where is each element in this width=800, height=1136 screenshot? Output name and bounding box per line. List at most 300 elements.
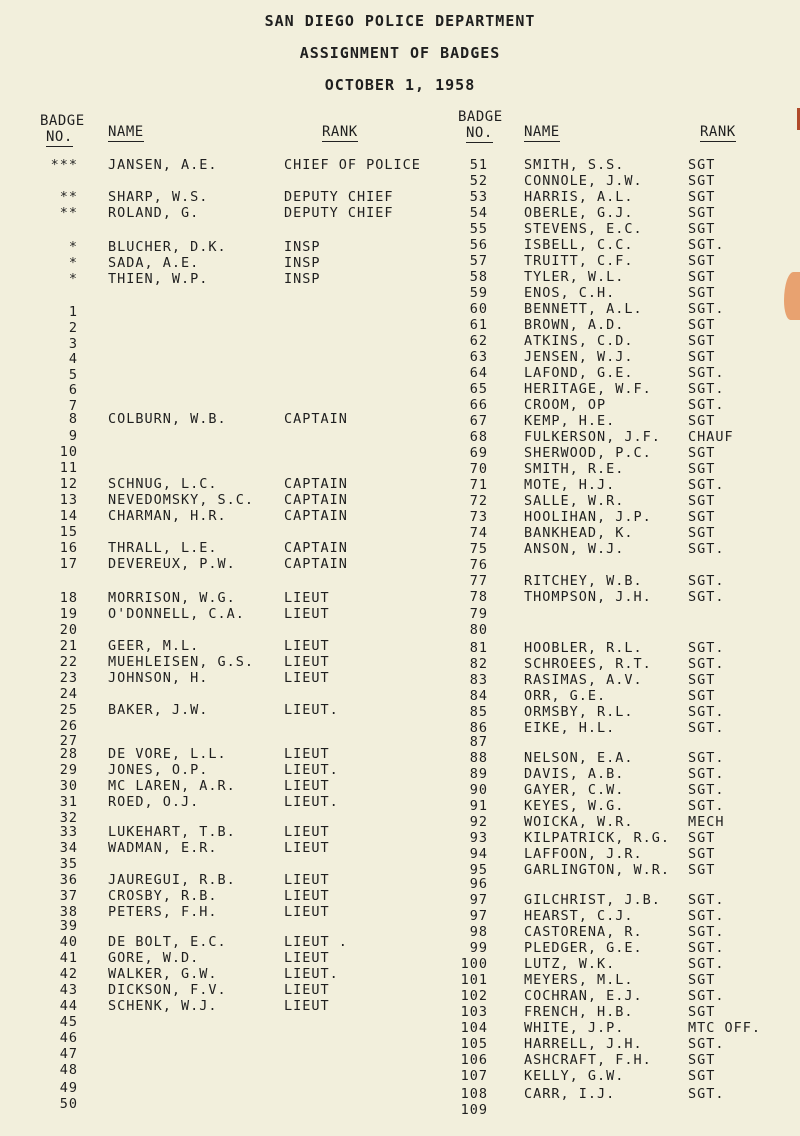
badge-number: 71 — [469, 477, 488, 493]
officer-rank: LIEUT — [284, 824, 330, 840]
officer-rank: CHIEF OF POLICE — [284, 157, 421, 173]
officer-name: BLUCHER, D.K. — [108, 239, 227, 255]
officer-name: ASHCRAFT, F.H. — [524, 1052, 652, 1068]
badge-number: 53 — [469, 189, 488, 205]
badge-number: 24 — [59, 686, 78, 702]
officer-name: WALKER, G.W. — [108, 966, 218, 982]
officer-rank: SGT — [688, 317, 716, 333]
officer-name: JONES, O.P. — [108, 762, 209, 778]
officer-name: O'DONNELL, C.A. — [108, 606, 245, 622]
officer-rank: LIEUT — [284, 778, 330, 794]
badge-number: 15 — [59, 524, 78, 540]
officer-name: CARR, I.J. — [524, 1086, 616, 1102]
badge-number: 7 — [68, 398, 78, 414]
left-badge-header-label: NO. — [46, 129, 73, 145]
right-name-header-label: NAME — [524, 124, 560, 140]
officer-name: SADA, A.E. — [108, 255, 200, 271]
left-rank-header — [322, 124, 358, 140]
officer-rank: CAPTAIN — [284, 411, 348, 427]
badge-number: 75 — [469, 541, 488, 557]
officer-name: SCHNUG, L.C. — [108, 476, 218, 492]
officer-name: DE VORE, L.L. — [108, 746, 227, 762]
badge-number: 102 — [460, 988, 488, 1004]
officer-name: OBERLE, G.J. — [524, 205, 634, 221]
officer-name: ROED, O.J. — [108, 794, 200, 810]
officer-name: TRUITT, C.F. — [524, 253, 634, 269]
officer-rank: SGT. — [688, 956, 725, 972]
badge-number: 77 — [469, 573, 488, 589]
badge-number: 46 — [59, 1030, 78, 1046]
badge-number: 30 — [59, 778, 78, 794]
badge-number: 80 — [469, 622, 488, 638]
badge-number: 12 — [59, 476, 78, 492]
officer-name: SMITH, S.S. — [524, 157, 625, 173]
officer-name: RITCHEY, W.B. — [524, 573, 643, 589]
department-title: SAN DIEGO POLICE DEPARTMENT — [264, 12, 536, 30]
officer-name: KELLY, G.W. — [524, 1068, 625, 1084]
officer-name: LUTZ, W.K. — [524, 956, 616, 972]
badge-number: 105 — [460, 1036, 488, 1052]
officer-name: LUKEHART, T.B. — [108, 824, 236, 840]
left-rank-header-label: RANK — [322, 124, 358, 140]
officer-name: ENOS, C.H. — [524, 285, 616, 301]
officer-name: HEARST, C.J. — [524, 908, 634, 924]
badge-number: 48 — [59, 1062, 78, 1078]
officer-name: THIEN, W.P. — [108, 271, 209, 287]
badge-number: 32 — [59, 810, 78, 826]
officer-name: KILPATRICK, R.G. — [524, 830, 671, 846]
badge-number: 65 — [469, 381, 488, 397]
officer-name: CROSBY, R.B. — [108, 888, 218, 904]
officer-rank: SGT. — [688, 573, 725, 589]
badge-number: 40 — [59, 934, 78, 950]
officer-name: MC LAREN, A.R. — [108, 778, 236, 794]
left-name-header — [108, 124, 144, 140]
badge-number: * — [68, 239, 78, 255]
officer-name: ISBELL, C.C. — [524, 237, 634, 253]
officer-name: MEYERS, M.L. — [524, 972, 634, 988]
officer-name: PLEDGER, G.E. — [524, 940, 643, 956]
officer-name: LAFOND, G.E. — [524, 365, 634, 381]
badge-number: 4 — [68, 351, 78, 367]
officer-rank: SGT — [688, 173, 716, 189]
officer-rank: SGT. — [688, 940, 725, 956]
officer-rank: SGT — [688, 413, 716, 429]
officer-rank: CHAUF — [688, 429, 734, 445]
officer-rank: SGT — [688, 205, 716, 221]
officer-name: GARLINGTON, W.R. — [524, 862, 671, 878]
officer-rank: SGT — [688, 333, 716, 349]
badge-number: 96 — [469, 876, 488, 892]
badge-number: 101 — [460, 972, 488, 988]
officer-rank: SGT. — [688, 237, 725, 253]
officer-rank: CAPTAIN — [284, 508, 348, 524]
officer-rank: SGT. — [688, 988, 725, 1004]
badge-number: 26 — [59, 718, 78, 734]
officer-rank: LIEUT. — [284, 762, 339, 778]
badge-number: 27 — [59, 733, 78, 749]
officer-rank: CAPTAIN — [284, 492, 348, 508]
officer-rank: SGT. — [688, 1036, 725, 1052]
badge-number: 14 — [59, 508, 78, 524]
officer-name: NEVEDOMSKY, S.C. — [108, 492, 255, 508]
officer-rank: SGT. — [688, 397, 725, 413]
officer-rank: LIEUT — [284, 998, 330, 1014]
badge-number: 34 — [59, 840, 78, 856]
badge-number: 50 — [59, 1096, 78, 1112]
badge-number: 6 — [68, 382, 78, 398]
badge-number: 62 — [469, 333, 488, 349]
badge-number: 3 — [68, 336, 78, 352]
badge-number: 1 — [68, 304, 78, 320]
badge-number: 74 — [469, 525, 488, 541]
officer-name: DEVEREUX, P.W. — [108, 556, 236, 572]
officer-rank: LIEUT — [284, 982, 330, 998]
badge-number: 5 — [68, 367, 78, 383]
officer-rank: SGT — [688, 461, 716, 477]
badge-number: 89 — [469, 766, 488, 782]
badge-number: 83 — [469, 672, 488, 688]
document-date: OCTOBER 1, 1958 — [324, 76, 476, 94]
officer-name: RASIMAS, A.V. — [524, 672, 643, 688]
officer-rank: SGT. — [688, 782, 725, 798]
officer-name: SALLE, W.R. — [524, 493, 625, 509]
badge-number: 95 — [469, 862, 488, 878]
officer-name: KEYES, W.G. — [524, 798, 625, 814]
officer-name: BROWN, A.D. — [524, 317, 625, 333]
officer-rank: LIEUT — [284, 590, 330, 606]
badge-number: 73 — [469, 509, 488, 525]
officer-rank: SGT. — [688, 750, 725, 766]
officer-rank: SGT — [688, 157, 716, 173]
officer-name: BENNETT, A.L. — [524, 301, 643, 317]
badge-number: 93 — [469, 830, 488, 846]
officer-rank: LIEUT. — [284, 702, 339, 718]
badge-number: 60 — [469, 301, 488, 317]
badge-number: 55 — [469, 221, 488, 237]
officer-rank: SGT — [688, 349, 716, 365]
officer-name: HARRELL, J.H. — [524, 1036, 643, 1052]
officer-rank: SGT — [688, 445, 716, 461]
badge-number: 29 — [59, 762, 78, 778]
officer-rank: INSP — [284, 255, 321, 271]
officer-rank: SGT — [688, 830, 716, 846]
badge-number: 52 — [469, 173, 488, 189]
badge-number: 33 — [59, 824, 78, 840]
officer-rank: SGT. — [688, 640, 725, 656]
right-name-header — [524, 124, 560, 140]
officer-name: FRENCH, H.B. — [524, 1004, 634, 1020]
badge-number: 86 — [469, 720, 488, 736]
badge-number: 97 — [469, 908, 488, 924]
officer-name: GAYER, C.W. — [524, 782, 625, 798]
officer-rank: SGT — [688, 846, 716, 862]
officer-rank: SGT. — [688, 720, 725, 736]
officer-name: CROOM, OP — [524, 397, 607, 413]
officer-rank: SGT. — [688, 924, 725, 940]
badge-number: 92 — [469, 814, 488, 830]
officer-name: ORR, G.E. — [524, 688, 607, 704]
right-badge-header-label: NO. — [466, 125, 493, 141]
officer-rank: SGT — [688, 672, 716, 688]
badge-number: 21 — [59, 638, 78, 654]
badge-number: ** — [59, 189, 78, 205]
right-badge-header-top: BADGE — [458, 109, 503, 125]
officer-name: CHARMAN, H.R. — [108, 508, 227, 524]
badge-number: 2 — [68, 320, 78, 336]
badge-number: 82 — [469, 656, 488, 672]
officer-name: JOHNSON, H. — [108, 670, 209, 686]
officer-name: GORE, W.D. — [108, 950, 200, 966]
officer-rank: SGT. — [688, 301, 725, 317]
officer-rank: CAPTAIN — [284, 540, 348, 556]
badge-number: 13 — [59, 492, 78, 508]
badge-number: 94 — [469, 846, 488, 862]
right-rank-header — [700, 124, 736, 140]
officer-rank: SGT. — [688, 656, 725, 672]
officer-rank: SGT. — [688, 589, 725, 605]
badge-number: 76 — [469, 557, 488, 573]
officer-name: JANSEN, A.E. — [108, 157, 218, 173]
badge-number: 58 — [469, 269, 488, 285]
officer-rank: SGT. — [688, 365, 725, 381]
officer-name: GILCHRIST, J.B. — [524, 892, 661, 908]
officer-name: HERITAGE, W.F. — [524, 381, 652, 397]
officer-name: SHARP, W.S. — [108, 189, 209, 205]
badge-number: 91 — [469, 798, 488, 814]
left-badge-header-top: BADGE — [40, 113, 85, 129]
officer-name: THOMPSON, J.H. — [524, 589, 652, 605]
badge-number: 78 — [469, 589, 488, 605]
officer-name: MOTE, H.J. — [524, 477, 616, 493]
badge-number: 10 — [59, 444, 78, 460]
officer-rank: LIEUT — [284, 638, 330, 654]
officer-rank: SGT — [688, 253, 716, 269]
badge-number: 47 — [59, 1046, 78, 1062]
officer-name: ANSON, W.J. — [524, 541, 625, 557]
officer-rank: LIEUT — [284, 888, 330, 904]
badge-number: 49 — [59, 1080, 78, 1096]
officer-name: TYLER, W.L. — [524, 269, 625, 285]
officer-name: CASTORENA, R. — [524, 924, 643, 940]
badge-number: 11 — [59, 460, 78, 476]
badge-number: 70 — [469, 461, 488, 477]
officer-rank: SGT — [688, 525, 716, 541]
officer-name: SHERWOOD, P.C. — [524, 445, 652, 461]
officer-rank: SGT — [688, 285, 716, 301]
officer-rank: SGT. — [688, 892, 725, 908]
officer-rank: SGT. — [688, 908, 725, 924]
badge-number: 23 — [59, 670, 78, 686]
officer-rank: LIEUT . — [284, 934, 348, 950]
officer-name: ROLAND, G. — [108, 205, 200, 221]
officer-name: BANKHEAD, K. — [524, 525, 634, 541]
badge-number: 97 — [469, 892, 488, 908]
officer-name: MORRISON, W.G. — [108, 590, 236, 606]
badge-number: 64 — [469, 365, 488, 381]
badge-number: 51 — [469, 157, 488, 173]
badge-number: 63 — [469, 349, 488, 365]
officer-name: ORMSBY, R.L. — [524, 704, 634, 720]
badge-number: 66 — [469, 397, 488, 413]
badge-number: 45 — [59, 1014, 78, 1030]
officer-rank: LIEUT — [284, 840, 330, 856]
badge-number: * — [68, 271, 78, 287]
officer-name: FULKERSON, J.F. — [524, 429, 661, 445]
badge-number: * — [68, 255, 78, 271]
officer-rank: LIEUT. — [284, 966, 339, 982]
officer-name: COLBURN, W.B. — [108, 411, 227, 427]
badge-number: 109 — [460, 1102, 488, 1118]
officer-rank: SGT. — [688, 798, 725, 814]
officer-name: KEMP, H.E. — [524, 413, 616, 429]
officer-name: JENSEN, W.J. — [524, 349, 634, 365]
officer-rank: LIEUT — [284, 872, 330, 888]
officer-rank: DEPUTY CHIEF — [284, 189, 394, 205]
badge-number: 22 — [59, 654, 78, 670]
badge-number: 28 — [59, 746, 78, 762]
officer-name: HOOBLER, R.L. — [524, 640, 643, 656]
officer-name: DAVIS, A.B. — [524, 766, 625, 782]
officer-rank: SGT — [688, 1068, 716, 1084]
officer-rank: SGT — [688, 1004, 716, 1020]
badge-number: 59 — [469, 285, 488, 301]
badge-number: 44 — [59, 998, 78, 1014]
badge-number: 108 — [460, 1086, 488, 1102]
badge-number: 79 — [469, 606, 488, 622]
badge-number: 100 — [460, 956, 488, 972]
officer-rank: LIEUT — [284, 654, 330, 670]
badge-number: 56 — [469, 237, 488, 253]
officer-rank: LIEUT — [284, 606, 330, 622]
badge-number: 84 — [469, 688, 488, 704]
officer-name: WHITE, J.P. — [524, 1020, 625, 1036]
badge-number: 68 — [469, 429, 488, 445]
officer-name: LAFFOON, J.R. — [524, 846, 643, 862]
officer-rank: LIEUT. — [284, 794, 339, 810]
officer-rank: SGT — [688, 688, 716, 704]
badge-number: 81 — [469, 640, 488, 656]
officer-rank: SGT. — [688, 766, 725, 782]
officer-name: ATKINS, C.D. — [524, 333, 634, 349]
document-title: ASSIGNMENT OF BADGES — [299, 44, 501, 62]
badge-number: 85 — [469, 704, 488, 720]
officer-name: PETERS, F.H. — [108, 904, 218, 920]
badge-number: 41 — [59, 950, 78, 966]
badge-number: 61 — [469, 317, 488, 333]
badge-number: 72 — [469, 493, 488, 509]
badge-number: 19 — [59, 606, 78, 622]
officer-name: SCHROEES, R.T. — [524, 656, 652, 672]
badge-number: 18 — [59, 590, 78, 606]
left-badge-header-bottom — [46, 129, 73, 145]
badge-number: 43 — [59, 982, 78, 998]
officer-name: SCHENK, W.J. — [108, 998, 218, 1014]
officer-rank: INSP — [284, 271, 321, 287]
badge-number: 99 — [469, 940, 488, 956]
officer-name: STEVENS, E.C. — [524, 221, 643, 237]
paper-stain — [784, 272, 800, 320]
officer-rank: SGT — [688, 493, 716, 509]
badge-number: 8 — [68, 411, 78, 427]
badge-number: 67 — [469, 413, 488, 429]
officer-rank: SGT — [688, 269, 716, 285]
officer-rank: SGT — [688, 862, 716, 878]
officer-name: THRALL, L.E. — [108, 540, 218, 556]
right-badge-header-bottom — [466, 125, 493, 141]
officer-rank: SGT. — [688, 704, 725, 720]
officer-name: WOICKA, W.R. — [524, 814, 634, 830]
badge-number: 9 — [68, 428, 78, 444]
badge-number: 88 — [469, 750, 488, 766]
left-name-header-label: NAME — [108, 124, 144, 140]
officer-rank: MECH — [688, 814, 725, 830]
badge-number: 37 — [59, 888, 78, 904]
badge-number: 57 — [469, 253, 488, 269]
badge-number: 69 — [469, 445, 488, 461]
badge-number: 39 — [59, 918, 78, 934]
badge-number: 54 — [469, 205, 488, 221]
badge-number: 98 — [469, 924, 488, 940]
officer-rank: CAPTAIN — [284, 556, 348, 572]
badge-number: 25 — [59, 702, 78, 718]
officer-rank: LIEUT — [284, 746, 330, 762]
badge-number: 20 — [59, 622, 78, 638]
officer-rank: SGT. — [688, 1086, 725, 1102]
officer-name: WADMAN, E.R. — [108, 840, 218, 856]
officer-name: DICKSON, F.V. — [108, 982, 227, 998]
officer-name: DE BOLT, E.C. — [108, 934, 227, 950]
officer-name: HARRIS, A.L. — [524, 189, 634, 205]
badge-number: 87 — [469, 734, 488, 750]
officer-rank: MTC OFF. — [688, 1020, 762, 1036]
officer-rank: SGT. — [688, 477, 725, 493]
badge-number: 107 — [460, 1068, 488, 1084]
officer-rank: SGT — [688, 972, 716, 988]
officer-rank: SGT. — [688, 381, 725, 397]
right-rank-header-label: RANK — [700, 124, 736, 140]
badge-number: 38 — [59, 904, 78, 920]
officer-rank: LIEUT — [284, 950, 330, 966]
badge-number: ** — [59, 205, 78, 221]
officer-rank: LIEUT — [284, 904, 330, 920]
officer-name: BAKER, J.W. — [108, 702, 209, 718]
badge-number: 16 — [59, 540, 78, 556]
badge-number: *** — [50, 157, 78, 173]
officer-name: HOOLIHAN, J.P. — [524, 509, 652, 525]
officer-name: MUEHLEISEN, G.S. — [108, 654, 255, 670]
badge-number: 31 — [59, 794, 78, 810]
officer-name: GEER, M.L. — [108, 638, 200, 654]
officer-rank: SGT — [688, 189, 716, 205]
officer-name: JAUREGUI, R.B. — [108, 872, 236, 888]
officer-rank: DEPUTY CHIEF — [284, 205, 394, 221]
badge-number: 42 — [59, 966, 78, 982]
officer-rank: INSP — [284, 239, 321, 255]
badge-number: 35 — [59, 856, 78, 872]
badge-number: 36 — [59, 872, 78, 888]
badge-number: 103 — [460, 1004, 488, 1020]
badge-number: 17 — [59, 556, 78, 572]
officer-name: COCHRAN, E.J. — [524, 988, 643, 1004]
badge-number: 104 — [460, 1020, 488, 1036]
officer-rank: LIEUT — [284, 670, 330, 686]
officer-name: NELSON, E.A. — [524, 750, 634, 766]
badge-number: 90 — [469, 782, 488, 798]
officer-name: EIKE, H.L. — [524, 720, 616, 736]
officer-rank: SGT. — [688, 541, 725, 557]
officer-name: SMITH, R.E. — [524, 461, 625, 477]
